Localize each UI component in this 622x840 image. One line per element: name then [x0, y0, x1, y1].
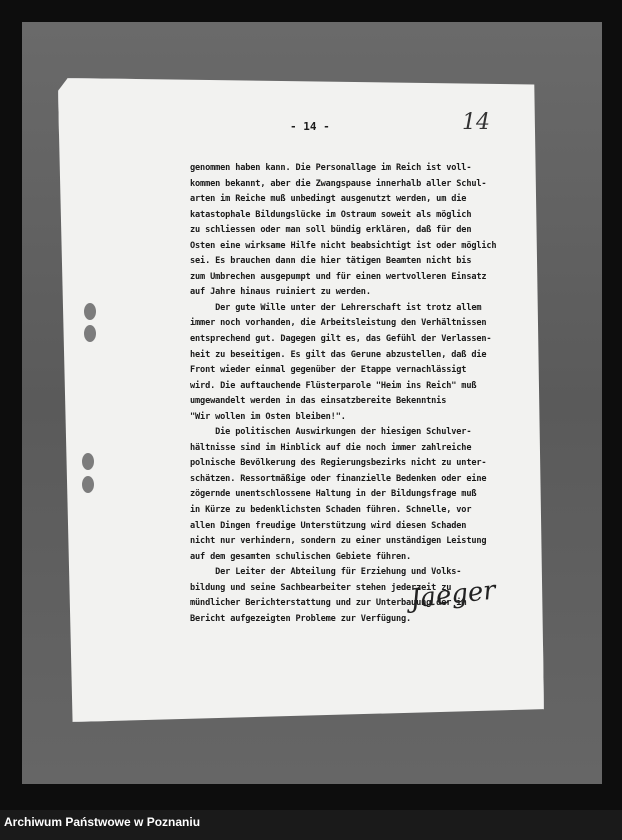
page-number: - 14 - — [290, 120, 330, 133]
text-line: auf Jahre hinaus ruiniert zu werden. — [190, 287, 371, 298]
text-line: polnische Bevölkerung des Regierungsbezirks nicht zu unter- — [190, 458, 487, 469]
text-line: auf dem gesamten schulischen Gebiete führen. — [190, 551, 412, 562]
text-line: zu schliessen oder man soll bündig erklären, daß für den — [190, 225, 472, 236]
text-line: umgewandelt werden in das einsatzbereite Bekenntnis — [190, 396, 447, 407]
document-body — [190, 161, 540, 627]
handwritten-signature: Jaeger — [408, 575, 498, 615]
text-line: kommen bekannt, aber die Zwangspause innerhalb aller Schul- — [190, 178, 487, 189]
text-line: allen Dingen freudige Unterstützung wird diesen Schaden — [190, 520, 467, 531]
text-line: "Wir wollen im Osten bleiben!". — [190, 411, 346, 422]
text-line: heit zu beseitigen. Es gilt das Gerune abzustellen, daß die — [190, 349, 487, 360]
punch-hole-2 — [84, 325, 96, 342]
text-line: entsprechend gut. Dagegen gilt es, das Gefühl der Verlassen- — [190, 334, 492, 345]
text-line: nicht nur verhindern, sondern zu einer unständigen Leistung — [190, 536, 487, 547]
punch-hole-4 — [82, 476, 94, 493]
text-line: zum Umbrechen ausgepumpt und für einen wertvolleren Einsatz — [190, 271, 487, 282]
text-line: sei. Es brauchen dann die hier tätigen Beamten nicht bis — [190, 256, 472, 267]
text-line: Der Leiter der Abteilung für Erziehung und Volks- — [190, 567, 462, 578]
text-line: mündlicher Berichterstattung und zur Unterbauung der im — [190, 598, 467, 609]
text-line: zögernde unentschlossene Haltung in der Bildungsfrage muß — [190, 489, 477, 500]
text-line: hältnisse sind im Hinblick auf die noch immer zahlreiche — [190, 442, 472, 453]
text-line: immer noch vorhanden, die Arbeitsleistung den Verhältnissen — [190, 318, 487, 329]
archive-name-label: Archiwum Państwowe w Poznaniu — [4, 815, 201, 829]
text-line: genommen haben kann. Die Personallage im Reich ist voll- — [190, 163, 472, 173]
text-line: Die politischen Auswirkungen der hiesigen Schulver- — [190, 427, 472, 438]
text-line: schätzen. Ressortmäßige oder finanzielle Bedenken oder eine — [190, 473, 487, 484]
punch-hole-1 — [84, 303, 96, 320]
text-line: arten im Reiche muß unbedingt ausgenutzt werden, um die — [190, 194, 467, 205]
text-line: Osten eine wirksame Hilfe nicht beabsichtigt ist oder möglich — [190, 240, 497, 251]
text-line: bildung und seine Sachbearbeiter stehen jederzeit zu — [190, 582, 452, 593]
text-line: katastophale Bildungslücke im Ostraum soweit als möglich — [190, 209, 472, 220]
text-line: wird. Die auftauchende Flüsterparole "Heim ins Reich" muß — [190, 380, 477, 391]
text-line: Bericht aufgezeigten Probleme zur Verfügung. — [190, 613, 412, 624]
text-line: Der gute Wille unter der Lehrerschaft ist trotz allem — [190, 302, 482, 313]
text-line: in Kürze zu bedenklichsten Schaden führen. Schnelle, vor — [190, 505, 472, 516]
text-line: Front wieder einmal gegenüber der Etappe vernachlässigt — [190, 365, 467, 376]
handwritten-page-number: 14 — [462, 110, 490, 135]
punch-hole-3 — [82, 453, 94, 470]
